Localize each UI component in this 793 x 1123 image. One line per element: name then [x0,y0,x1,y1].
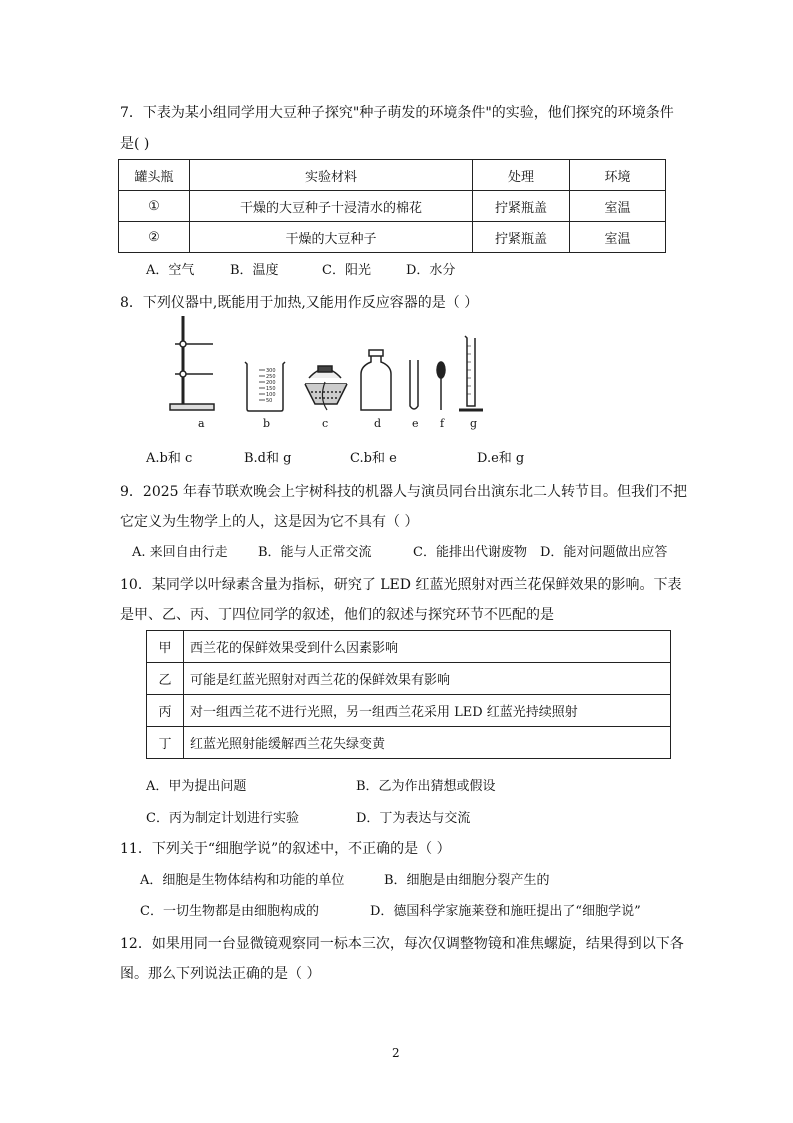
q10-option-d: D．丁为表达与交流 [356,811,471,826]
table-row [147,663,671,695]
figure-label-c: c [322,417,329,430]
table-cell: ② [119,222,190,253]
table-cell: 拧紧瓶盖 [473,222,570,253]
iron-stand-icon [170,316,214,410]
q8-option-a: A.b和 c [146,451,193,466]
q8-option-d: D.e和 g [477,451,525,466]
q9-stem-line1: 9．2025 年春节联欢晚会上宇树科技的机器人与演员同台出演东北二人转节目。但我们不把 [120,484,687,500]
q10-stem-line2: 是甲、乙、丙、丁四位同学的叙述，他们的叙述与探究环节不匹配的是 [120,607,554,623]
table-cell: 西兰花的保鲜效果受到什么因素影响 [184,631,671,663]
table-row [119,191,666,222]
q8-apparatus-figure [165,312,495,414]
table-cell: 甲 [147,631,184,663]
table-cell: 干燥的大豆种子十浸清水的棉花 [190,191,473,222]
q11-option-c: C．一切生物都是由细胞构成的 [140,904,319,919]
table-header-cell: 处理 [473,160,570,191]
q10-option-a: A．甲为提出问题 [146,779,247,794]
table-cell: 丙 [147,695,184,727]
q8-option-c: C.b和 e [350,451,397,466]
beaker-scale-mark: 250 [266,374,276,380]
q10-option-b: B．乙为作出猜想或假设 [356,779,496,794]
q10-table [146,630,671,759]
q7-stem-line2: 是( ) [120,136,150,152]
q9-option-a: A. 来回自由行走 [132,545,228,560]
figure-label-e: e [412,417,419,430]
q10-option-c: C．丙为制定计划进行实验 [146,811,299,826]
table-cell: 拧紧瓶盖 [473,191,570,222]
q9-option-b: B．能与人正常交流 [258,545,372,560]
table-cell: 干燥的大豆种子 [190,222,473,253]
q7-table [118,159,666,253]
q7-option-c: C．阳光 [322,263,371,278]
graduated-cylinder-icon [459,336,483,410]
q10-stem-line1: 10．某同学以叶绿素含量为指标，研究了 LED 红蓝光照射对西兰花保鲜效果的影响。下表 [120,577,682,593]
q8-stem: 8．下列仪器中,既能用于加热,又能用作反应容器的是（ ） [120,295,479,311]
table-cell: 室温 [570,222,666,253]
q12-stem-line1: 12．如果用同一台显微镜观察同一标本三次，每次仅调整物镜和准焦螺旋，结果得到以下各 [120,936,684,952]
table-row [147,695,671,727]
table-cell: 乙 [147,663,184,695]
table-cell: 对一组西兰花不进行光照，另一组西兰花采用 LED 红蓝光持续照射 [184,695,671,727]
q7-option-b: B．温度 [230,263,279,278]
q11-option-a: A．细胞是生物体结构和功能的单位 [140,873,345,888]
beaker-scale-mark: 50 [266,398,273,404]
beaker-scale-mark: 150 [266,386,276,392]
dropper-icon [437,362,445,410]
beaker-scale-mark: 100 [266,392,276,398]
figure-label-f: f [440,417,445,430]
table-header-cell: 环境 [570,160,666,191]
table-row [119,222,666,253]
table-header-row [119,160,666,191]
q11-option-d: D．德国科学家施莱登和施旺提出了“细胞学说” [370,904,641,919]
beaker-scale-mark: 300 [266,368,276,374]
q9-stem-line2: 它定义为生物学上的人，这是因为它不具有（ ） [120,514,419,530]
q7-stem-line1: 7．下表为某小组同学用大豆种子探究"种子萌发的环境条件"的实验，他们探究的环境条件 [120,105,674,121]
table-cell: ① [119,191,190,222]
test-tube-icon [410,360,418,409]
figure-label-d: d [374,417,382,430]
table-cell: 可能是红蓝光照射对西兰花的保鲜效果有影响 [184,663,671,695]
q12-stem-line2: 图。那么下列说法正确的是（ ） [120,966,321,982]
q11-stem: 11．下列关于“细胞学说”的叙述中，不正确的是（ ） [120,841,451,857]
figure-label-b: b [263,417,271,430]
evaporating-dish-icon [305,366,347,410]
reagent-bottle-icon [361,350,391,410]
q7-option-a: A．空气 [146,263,195,278]
table-row [147,631,671,663]
page-number: 2 [392,1046,400,1060]
beaker-scale-mark: 200 [266,380,276,386]
table-row [147,727,671,759]
q9-option-d: D．能对问题做出应答 [540,545,668,560]
beaker-icon [245,362,285,411]
table-cell: 丁 [147,727,184,759]
q8-option-b: B.d和 g [244,451,292,466]
table-cell: 室温 [570,191,666,222]
figure-label-a: a [198,417,205,430]
q9-option-c: C．能排出代谢废物 [413,545,527,560]
table-header-cell: 罐头瓶 [119,160,190,191]
q11-option-b: B．细胞是由细胞分裂产生的 [384,873,550,888]
figure-label-g: g [470,417,478,430]
table-header-cell: 实验材料 [190,160,473,191]
table-cell: 红蓝光照射能缓解西兰花失绿变黄 [184,727,671,759]
q7-option-d: D．水分 [406,263,456,278]
